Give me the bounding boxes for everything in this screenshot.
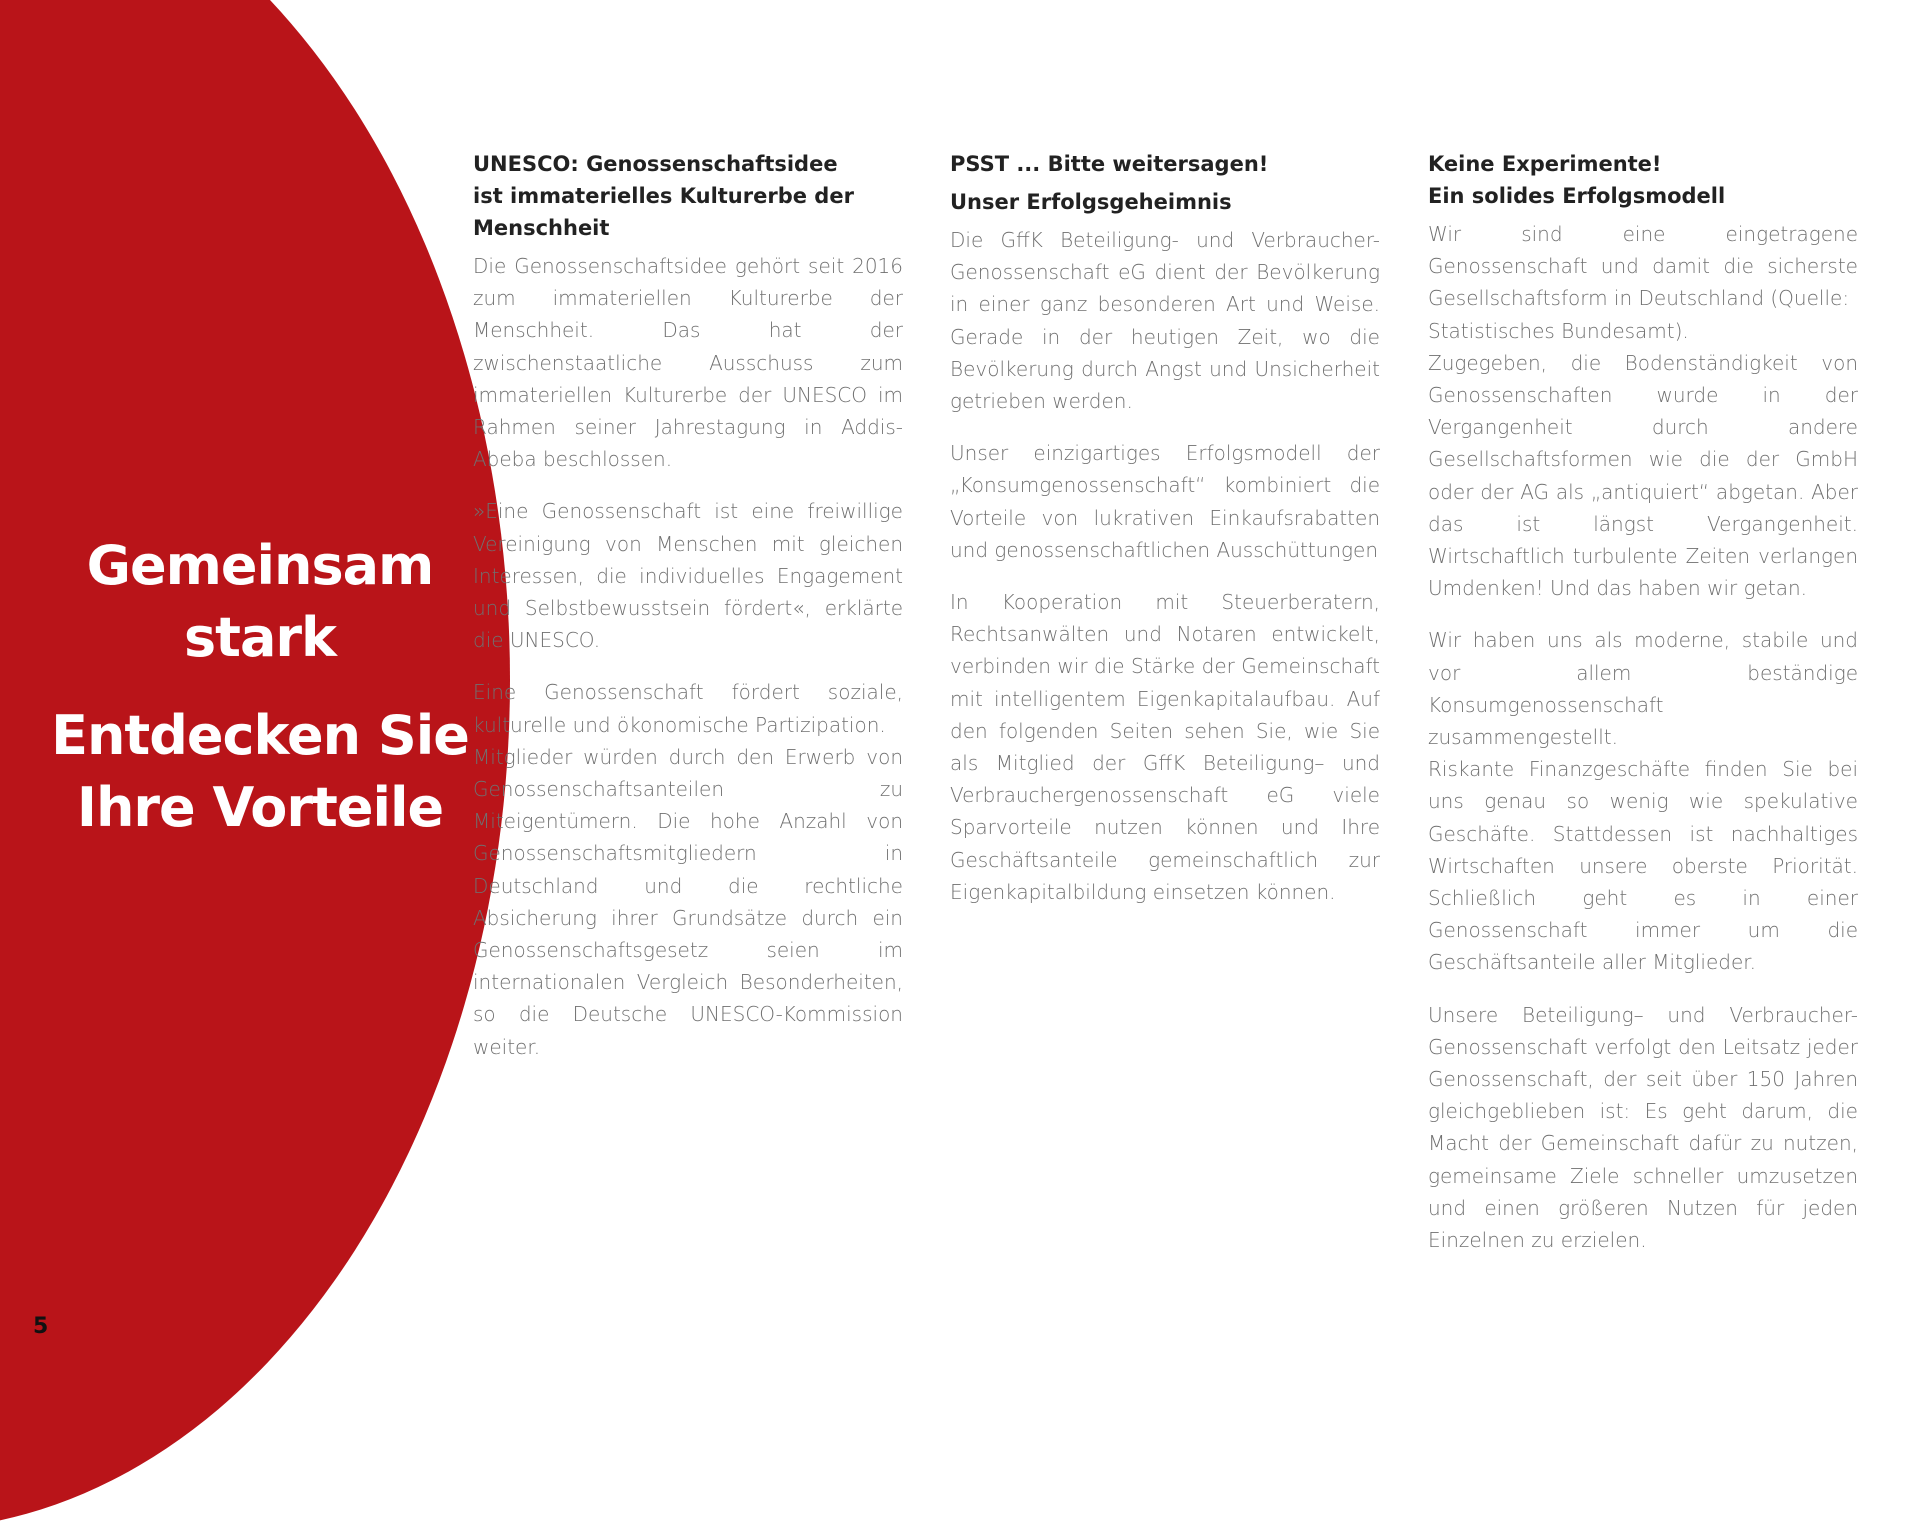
paragraph: Statistisches Bundesamt). [1428, 318, 1689, 343]
headline-gemeinsam-stark [0, 530, 520, 674]
column-erfolgsmodell [1428, 148, 1858, 1276]
paragraph: Die Genossenschaftsidee gehört seit 2016 zum immateriellen Kulturerbe der Menschheit. Das hat der zwischenstaatliche Ausschuss zum immateriellen Kulturerbe der UNESCO im Rahmen seiner Jahrestagung in Addis-Abeba beschlossen. [473, 254, 903, 472]
column-title [1428, 148, 1858, 212]
headline-entdecken-vorteile [0, 700, 520, 844]
column-title [473, 148, 903, 244]
paragraph: In Kooperation mit Steuerberatern, Rechtsanwälten und Notaren entwickelt, verbinden wir die Stärke der Gemeinschaft mit intelligentem Eigenkapitalaufbau. Auf den folgenden Seiten sehen Sie, wie Sie als Mitglied der GffK Beteiligung– und Verbrauchergenossenschaft eG viele Sparvorteile nutzen können und Ihre Geschäftsanteile gemeinschaftlich zur Eigenkapitalbildung einsetzen können. [950, 590, 1380, 904]
paragraph: Zugegeben, die Bodenständigkeit von Genossenschaften wurde in der Vergangenheit durch andere Gesellschaftsformen wie die der GmbH oder der AG als „antiquiert“ abgetan. Aber das ist längst Vergangenheit. Wirtschaftlich turbulente Zeiten verlangen Umdenken! Und das haben wir getan. [1428, 350, 1858, 601]
paragraph: Unser einzigartiges Erfolgsmodell der „Konsumgenossenschaft“ kombiniert die Vorteile von lukrativen Einkaufsrabatten und genossenschaftlichen Ausschüttungen [950, 441, 1380, 562]
headline-line-2: stark [184, 606, 336, 669]
page-number: 5 [33, 1314, 49, 1339]
column-title [950, 148, 1380, 218]
headline-line-1: Gemeinsam [86, 534, 434, 597]
column-erfolgsgeheimnis [950, 148, 1380, 928]
paragraph: Die GffK Beteiligung- und Verbraucher-Genossenschaft eG dient der Bevölkerung in einer ganz besonderen Art und Weise. Gerade in der heutigen Zeit, wo die Bevölkerung durch Angst und Unsicherheit getrieben werden. [950, 228, 1380, 414]
column-unesco [473, 148, 903, 1083]
paragraph: Unsere Beteiligung– und Verbraucher-Genossenschaft verfolgt den Leitsatz jeder Genossenschaft, der seit über 150 Jahren gleichgeblieben ist: Es geht darum, die Macht der Gemeinschaft dafür zu nutzen, gemeinsame Ziele schneller umzusetzen und einen größeren Nutzen für jeden Einzelnen zu erzielen. [1428, 1002, 1858, 1253]
column-title-line: Unser Erfolgsgeheimnis [950, 190, 1232, 214]
paragraph: Wir sind eine eingetragene Genossenschaft und damit die sicherste Gesellschaftsform in Deutschland (Quelle: [1428, 222, 1858, 311]
column-title-line: Ein solides Erfolgsmodell [1428, 184, 1726, 208]
paragraph: Mitglieder würden durch den Erwerb von Genossenschaftsanteilen zu Miteigentümern. Die hohe Anzahl von Genossenschaftsmitgliedern in Deutschland und die rechtliche Absicherung ihrer Grundsätze durch ein Genossenschaftsgesetz seien im internationalen Vergleich Besonderheiten, so die Deutsche UNESCO-Kommission weiter. [473, 744, 903, 1059]
quote-paragraph: »Eine Genossenschaft ist eine freiwillige Vereinigung von Menschen mit gleichen Interessen, die individuelles Engagement und Selbstbewusstsein fördert«, erklärte die UNESCO. [473, 499, 903, 653]
column-title-line: Menschheit [473, 216, 610, 240]
column-title-line: ist immaterielles Kulturerbe der [473, 184, 854, 208]
headline-line-3: Entdecken Sie [51, 704, 469, 767]
column-title-line: PSST ... Bitte weitersagen! [950, 152, 1269, 176]
column-title-line: UNESCO: Genossenschaftsidee [473, 152, 838, 176]
paragraph: Riskante Finanzgeschäfte finden Sie bei uns genau so wenig wie spekulative Geschäfte. Stattdessen ist nachhaltiges Wirtschaften unsere oberste Priorität. Schließlich geht es in einer Genossenschaft immer um die Geschäftsanteile aller Mitglieder. [1428, 757, 1858, 975]
column-title-line: Keine Experimente! [1428, 152, 1662, 176]
headline-line-4: Ihre Vorteile [76, 776, 444, 839]
paragraph: Eine Genossenschaft fördert soziale, kulturelle und ökonomische Partizipation. [473, 680, 903, 737]
paragraph: Wir haben uns als moderne, stabile und vor allem beständige Konsumgenossenschaft zusammengestellt. [1428, 628, 1858, 750]
